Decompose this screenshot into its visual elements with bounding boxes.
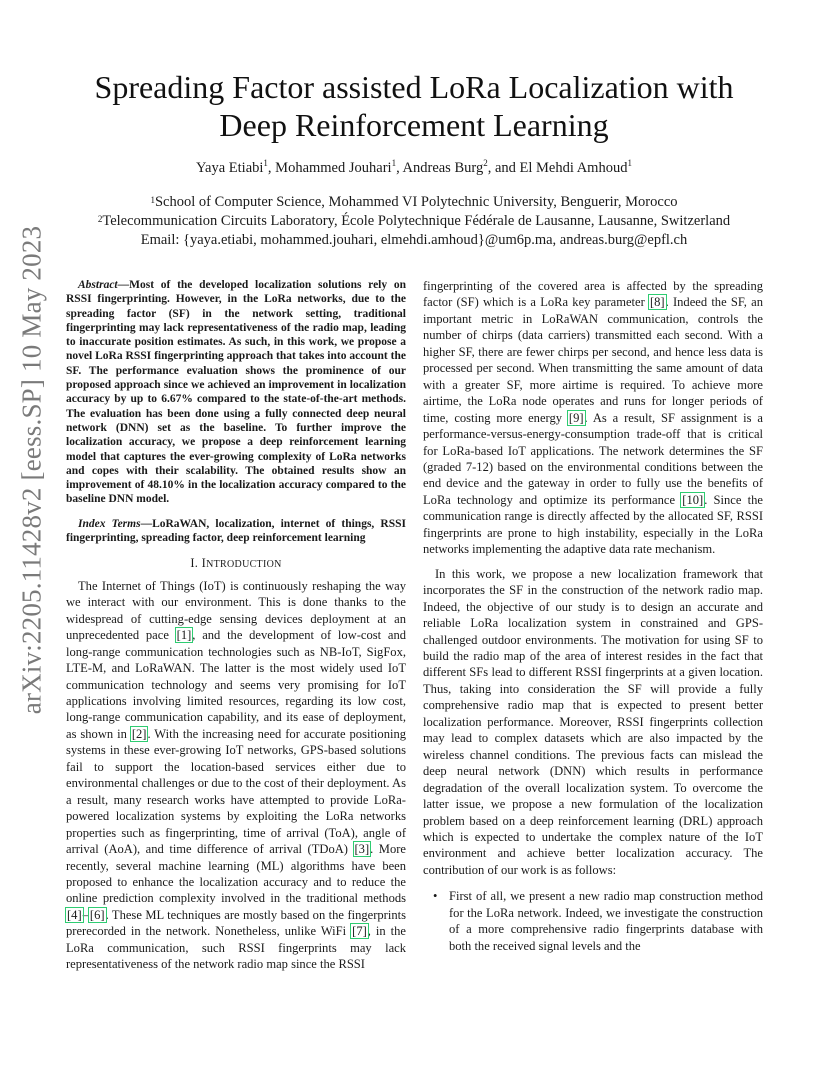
abstract-text: —Most of the developed localization solutions rely on RSSI fingerprinting. However, in the LoRa networks, due to the spreading factor (SF) in the network setting, traditional fingerprinting may lack representativeness of the radio map, leading to inaccurate position estimates. As such, in this work, we propose a novel LoRa RSSI fingerprinting approach that takes into account the SF. The performance evaluation shows the prominence of our proposed approach since we achieved an improvement in localization accuracy by up to 6.67% compared to the state-of-the-art methods. The evaluation has been done using a fully connected deep neural network (DNN) set as the baseline. To further improve the localization accuracy, we propose a deep reinforcement learning model that captures the ever-growing complexity of LoRa networks and copes with their scalability. The obtained results show an improvement of 48.10% in the localization accuracy compared to the baseline DNN model. [66, 279, 406, 506]
text-run: fingerprinting of the covered area is affected by the spreading factor (SF) which is a LoRa key parameter [423, 279, 763, 310]
citation-link[interactable]: [4] [67, 907, 82, 922]
affiliation-mark: 2 [97, 214, 103, 224]
section-heading-introduction [66, 555, 406, 573]
body-paragraph [423, 278, 763, 558]
text-run: , and the development of low-cost and long-range communication technologies such as NB-IoT, SigFox, LTE-M, and LoRaWAN. The latter is the most widely used IoT communication technology and seems very promising for IoT applications involving limited resources, regarding its low cost, long-range communication capability, and its ease of deployment, as shown in [66, 628, 407, 741]
abstract [66, 278, 406, 507]
abstract-label: Abstract [78, 279, 118, 291]
author-name: , Andreas Burg [396, 160, 484, 176]
citation-link[interactable]: [7] [352, 924, 367, 939]
section-number: I. [190, 556, 202, 571]
affiliation-text: School of Computer Science, Mohammed VI Polytechnic University, Benguerir, Morocco [154, 194, 678, 210]
affiliations [40, 193, 788, 250]
text-run: . As a result, SF assignment is a performance-versus-energy-consumption trade-off that is critical for LoRa-based IoT applications. The network determines the SF (graded 7-12) based on the environmental conditions between the end device and the gateway in order to fully use the benefits of LoRa technology and optimize its performance [423, 410, 763, 507]
citation-link[interactable]: [8] [649, 295, 665, 310]
contribution-list [423, 888, 763, 954]
text-run: . With the increasing need for accurate positioning systems in these ever-growing IoT networks, GPS-based solutions fail to support the location-based services either due to environmental challenges or due to the cost of their deployment. As a result, many research works have attempted to provide LoRa-powered localization systems by exploiting the LoRa networks properties such as fingerprinting, time of arrival (ToA), angle of arrival (AoA), and time difference of arrival (TDoA) [66, 726, 407, 857]
text-run: . Indeed the SF, an important metric in LoRaWAN communication, controls the number of chirps (data carriers) transmitted each second. With a higher SF, there are fewer chirps per second, and hence less data is processed per second. When transmitting the same amount of data with a greater SF, more airtime is required. To achieve more airtime, the LoRa node operates and runs for longer periods of time, costing more energy [423, 295, 763, 425]
text-run: . These ML techniques are mostly based on the fingerprints prerecorded in the network. Nonetheless, unlike WiFi [66, 907, 406, 939]
right-column [423, 278, 763, 954]
citation-link[interactable]: [2] [131, 726, 147, 741]
author-affiliation-mark: 1 [391, 158, 397, 168]
citation-link[interactable]: [1] [176, 628, 192, 643]
contribution-item: • First of all, we present a new radio map construction method for the LoRa network. Indeed, we investigate the construction of a more comprehensive radio fingerprints database with both the received signal levels and the [449, 888, 763, 954]
affiliation-text: Telecommunication Circuits Laboratory, École Polytechnique Fédérale de Lausanne, Lausanne, Switzerland [102, 213, 731, 229]
text-run: . More recently, several machine learning (ML) algorithms have been proposed to enhance the localization accuracy and to reduce the online prediction complexity involved in the traditional methods [66, 842, 406, 906]
body-paragraph: In this work, we propose a new localization framework that incorporates the SF in the construction of the network radio map. Indeed, the objective of our study is to design an accurate and reliable LoRa localization system in constrained and GPS-challenged outdoor environments. The motivation for using SF to build the radio map of the area of interest resides in the fact that different SFs lead to different RSSI fingerprints at a given location. Thus, taking into consideration the SF will provide a fully comprehensive radio map that is expected to present better localization performance. Moreover, RSSI fingerprints collection may lead to complex datasets which are also impacted by the wireless channel conditions. The previous facts can mislead the deep neural network (DNN) which results in performance degradation of the overall localization system. To overcome the latter issue, we propose a new formulation of the localization problem based on a deep reinforcement learning (DRL) approach which is expected to undertake the complex nature of the IoT environment and achieve better localization accuracy. The contribution of our work is as follows: [423, 566, 763, 877]
affiliation-1 [40, 193, 788, 212]
arxiv-identifier [12, 225, 52, 715]
author-affiliation-mark: 2 [483, 158, 488, 168]
arxiv-identifier-text: arXiv:2205.11428v2 [eess.SP] 10 May 2023 [16, 225, 47, 715]
author-affiliation-mark: 1 [627, 158, 632, 168]
citation-link[interactable]: [9] [568, 410, 584, 425]
index-terms-text: —LoRaWAN, localization, internet of things, RSSI fingerprinting, spreading factor, deep reinforcement learning [66, 517, 406, 545]
author-list [60, 160, 768, 177]
author-name: , Mohammed Jouhari [267, 160, 392, 176]
citation-link[interactable]: [3] [354, 842, 370, 857]
text-run: – [82, 907, 89, 922]
email-line: Email: {yaya.etiabi, mohammed.jouhari, elmehdi.amhoud}@um6p.ma, andreas.burg@epfl.ch [140, 232, 688, 248]
text-run: . Since the communication range is directly affected by the allocated SF, RSSI fingerprints are prone to high instability, especially in the LoRa networks implementing the adaptive data rate mechanism. [423, 492, 763, 557]
text-run: , in the LoRa communication, such RSSI fingerprints may lack representativeness of the network radio map since the RSSI [66, 924, 407, 972]
author-affiliation-mark: 1 [263, 158, 268, 168]
author-name: , and El Mehdi Amhoud [487, 160, 628, 176]
section-title-initial: I [201, 556, 207, 571]
affiliation-mark: 1 [150, 195, 155, 205]
left-column [66, 278, 406, 973]
index-terms-label: Index Terms [78, 517, 141, 530]
affiliation-2 [40, 212, 788, 231]
index-terms [66, 517, 406, 546]
paper-title: Spreading Factor assisted LoRa Localization with Deep Reinforcement Learning [94, 69, 734, 143]
intro-paragraph [66, 578, 406, 973]
section-title-rest: NTRODUCTION [206, 559, 282, 571]
citation-link[interactable]: [10] [682, 492, 704, 507]
text-run: The Internet of Things (IoT) is continuously reshaping the way we interact with our environment. This is done thanks to the widespread of cutting-edge sensing devices deployment at an unprecedented pace [66, 578, 406, 643]
citation-link[interactable]: [6] [89, 907, 105, 922]
author-name: Yaya Etiabi [196, 160, 264, 176]
